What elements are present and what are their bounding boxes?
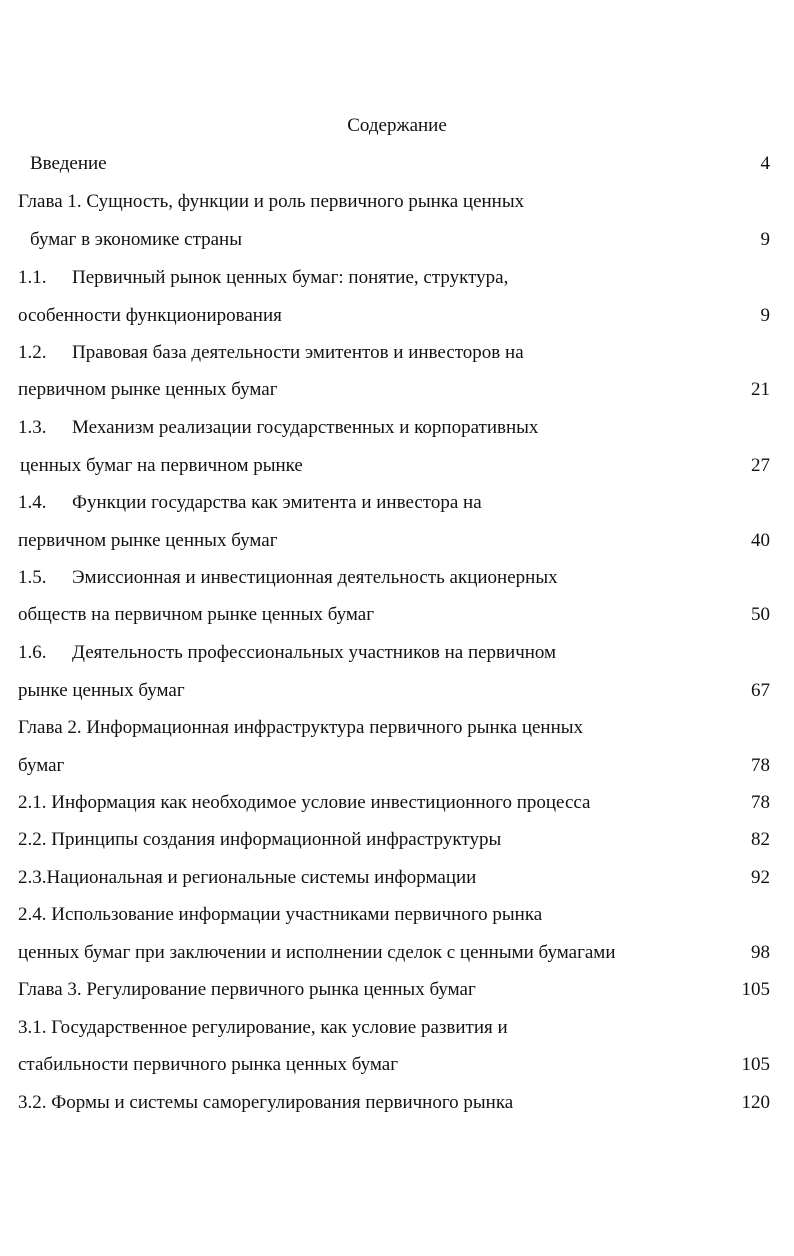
toc-entry-text: 2.4. Использование информации участниками первичного рынка <box>18 904 543 925</box>
toc-section-number: 1.3. <box>18 417 47 438</box>
toc-entry-text: бумаг в экономике страны <box>30 229 242 250</box>
toc-page-number: 50 <box>751 604 770 625</box>
toc-entry-text: первичном рынке ценных бумаг <box>18 530 278 551</box>
toc-line-1-4 <box>18 489 770 517</box>
toc-section-number: 1.4. <box>18 492 47 513</box>
toc-page-number: 21 <box>751 379 770 400</box>
toc-line-1-3-cont <box>18 452 770 480</box>
toc-entry-text: стабильности первичного рынка ценных бумаг <box>18 1054 399 1075</box>
toc-line-chapter-1-cont <box>18 226 770 254</box>
toc-line-1-3 <box>18 414 770 442</box>
toc-entry-text: особенности функционирования <box>18 305 282 326</box>
toc-line-1-6 <box>18 639 770 667</box>
toc-entry-text: Механизм реализации государственных и корпоративных <box>72 417 539 438</box>
toc-line-1-2 <box>18 339 770 367</box>
toc-entry-text: бумаг <box>18 755 65 776</box>
toc-entry-text: Эмиссионная и инвестиционная деятельность акционерных <box>72 567 558 588</box>
toc-line-chapter-3 <box>18 976 770 1004</box>
toc-entry-text: 3.1. Государственное регулирование, как условие развития и <box>18 1017 508 1038</box>
toc-line-3-1 <box>18 1014 770 1042</box>
page-title: Содержание <box>347 115 447 136</box>
toc-line-2-4 <box>18 901 770 929</box>
toc-line-3-1-cont <box>18 1051 770 1079</box>
toc-entry-text: рынке ценных бумаг <box>18 680 185 701</box>
toc-page-number: 82 <box>751 829 770 850</box>
toc-entry-text: ценных бумаг на первичном рынке <box>20 455 303 476</box>
toc-line-1-5-cont <box>18 601 770 629</box>
toc-line-chapter-2-cont <box>18 752 770 780</box>
toc-line-chapter-1 <box>18 188 770 216</box>
toc-line-1-5 <box>18 564 770 592</box>
toc-line-2-2 <box>18 826 770 854</box>
toc-section-number: 1.6. <box>18 642 47 663</box>
toc-entry-text: 2.2. Принципы создания информационной инфраструктуры <box>18 829 502 850</box>
toc-line-1-4-cont <box>18 527 770 555</box>
toc-section-number: 1.1. <box>18 267 47 288</box>
toc-page-number: 78 <box>751 792 770 813</box>
toc-line-3-2 <box>18 1089 770 1117</box>
toc-page-number: 67 <box>751 680 770 701</box>
toc-page-number: 40 <box>751 530 770 551</box>
toc-line-2-3 <box>18 864 770 892</box>
toc-line-chapter-2 <box>18 714 770 742</box>
toc-line-1-6-cont <box>18 677 770 705</box>
toc-page-number: 9 <box>760 305 770 326</box>
toc-entry-text: Глава 2. Информационная инфраструктура первичного рынка ценных <box>18 717 584 738</box>
toc-section-number: 1.2. <box>18 342 47 363</box>
toc-line-2-1 <box>18 789 770 817</box>
toc-line-2-4-cont <box>18 939 770 967</box>
toc-entry-text: Глава 1. Сущность, функции и роль первичного рынка ценных <box>18 191 525 212</box>
toc-entry-text: 2.3.Национальная и региональные системы информации <box>18 867 477 888</box>
toc-line-1-1-cont <box>18 302 770 330</box>
toc-page-number: 120 <box>741 1092 770 1113</box>
toc-line-1-1 <box>18 264 770 292</box>
toc-entry-text: Глава 3. Регулирование первичного рынка ценных бумаг <box>18 979 476 1000</box>
toc-section-number: 1.5. <box>18 567 47 588</box>
toc-page-number: 9 <box>760 229 770 250</box>
toc-page-number: 105 <box>741 1054 770 1075</box>
toc-entry-text: 3.2. Формы и системы саморегулирования первичного рынка <box>18 1092 514 1113</box>
toc-page-number: 105 <box>741 979 770 1000</box>
toc-entry-text: Функции государства как эмитента и инвестора на <box>72 492 482 513</box>
toc-entry-text: Введение <box>30 153 107 174</box>
toc-page-number: 92 <box>751 867 770 888</box>
toc-entry-text: ценных бумаг при заключении и исполнении сделок с ценными бумагами <box>18 942 616 963</box>
toc-entry-text: обществ на первичном рынке ценных бумаг <box>18 604 375 625</box>
toc-entry-text: Правовая база деятельности эмитентов и инвесторов на <box>72 342 524 363</box>
toc-entry-text: Деятельность профессиональных участников на первичном <box>72 642 557 663</box>
toc-line-introduction <box>18 150 770 178</box>
toc-page-number: 4 <box>760 153 770 174</box>
toc-page-number: 98 <box>751 942 770 963</box>
toc-line-1-2-cont <box>18 376 770 404</box>
toc-entry-text: первичном рынке ценных бумаг <box>18 379 278 400</box>
toc-page-number: 78 <box>751 755 770 776</box>
toc-entry-text: Первичный рынок ценных бумаг: понятие, структура, <box>72 267 509 288</box>
toc-entry-text: 2.1. Информация как необходимое условие инвестиционного процесса <box>18 792 591 813</box>
toc-page-number: 27 <box>751 455 770 476</box>
